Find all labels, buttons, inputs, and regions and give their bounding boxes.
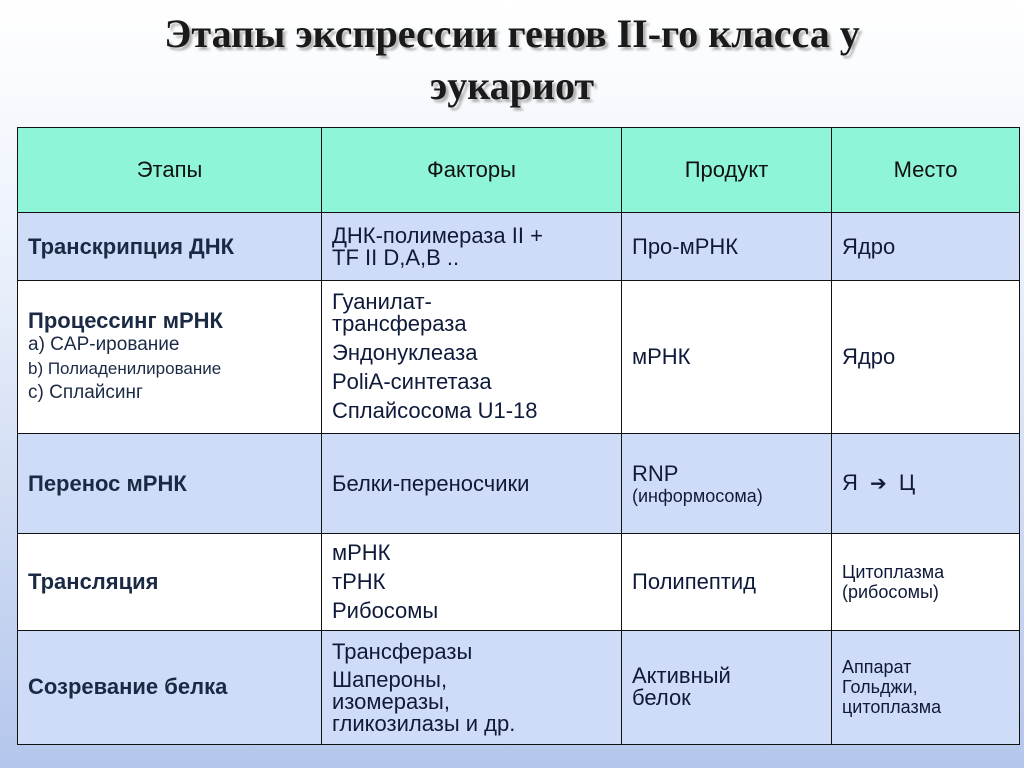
factor-item: гликозилазы и др. bbox=[332, 710, 516, 736]
factors-cell bbox=[322, 534, 622, 630]
place-to: Ц bbox=[898, 470, 916, 495]
stage-cell bbox=[18, 281, 322, 434]
stage-cell bbox=[18, 433, 322, 533]
factor-item: TF II D,A,B .. bbox=[332, 244, 460, 270]
factors-cell bbox=[322, 281, 622, 434]
place-cell bbox=[832, 534, 1020, 630]
slide-title-line-1: Этапы экспрессии генов II-го класса у bbox=[164, 11, 860, 56]
product-cell bbox=[622, 534, 832, 630]
header-place: Место bbox=[832, 128, 1020, 213]
factor-item: PoliA-синтетаза bbox=[332, 369, 492, 395]
factor-item: Эндонуклеаза bbox=[332, 340, 478, 366]
factor-item: Рибосомы bbox=[332, 597, 439, 623]
factor-item: ДНК-полимераза II + bbox=[332, 222, 543, 248]
factor-item: мРНК bbox=[332, 539, 391, 565]
table-header-row bbox=[18, 128, 1020, 213]
gene-expression-table bbox=[17, 127, 1020, 745]
factor-item: Трансферазы bbox=[332, 638, 473, 664]
stage-name: Перенос мРНК bbox=[28, 470, 187, 496]
place-text: Цитоплазма bbox=[842, 561, 945, 582]
place-text: Ядро bbox=[842, 233, 896, 259]
product-cell bbox=[622, 281, 832, 434]
factor-item: изомеразы, bbox=[332, 688, 450, 714]
place-text: (рибосомы) bbox=[842, 581, 939, 602]
table-row-transport bbox=[18, 433, 1020, 533]
substep-item: b) Полиаденилирование bbox=[28, 359, 222, 379]
factor-item: Сплайсосома U1-18 bbox=[332, 398, 538, 424]
table-row-translation bbox=[18, 534, 1020, 630]
product-cell bbox=[622, 433, 832, 533]
substep-item: a) CAP-ирование bbox=[28, 334, 180, 356]
stage-name: Созревание белка bbox=[28, 674, 228, 700]
table-row-maturation bbox=[18, 630, 1020, 744]
factors-cell bbox=[322, 630, 622, 744]
slide-title-line-2: эукариот bbox=[429, 63, 595, 108]
place-text: Ядро bbox=[842, 344, 896, 370]
stage-name: Трансляция bbox=[28, 568, 159, 594]
factor-item: трансфераза bbox=[332, 311, 467, 337]
stage-cell bbox=[18, 213, 322, 281]
product-text: Активный bbox=[632, 663, 731, 689]
factor-item: Гуанилат- bbox=[332, 289, 432, 315]
product-cell bbox=[622, 630, 832, 744]
factor-item: Шапероны, bbox=[332, 666, 448, 692]
product-text: белок bbox=[632, 685, 691, 711]
product-cell bbox=[622, 213, 832, 281]
stage-name: Процессинг мРНК bbox=[28, 308, 223, 334]
substep-item: c) Сплайсинг bbox=[28, 382, 143, 404]
place-from: Я bbox=[842, 470, 858, 495]
factors-cell bbox=[322, 213, 622, 281]
header-product: Продукт bbox=[622, 128, 832, 213]
place-text: цитоплазма bbox=[842, 697, 942, 718]
product-note: (информосома) bbox=[632, 485, 763, 506]
place-cell bbox=[832, 213, 1020, 281]
factor-item: Белки-переносчики bbox=[332, 470, 530, 496]
product-text: Полипептид bbox=[632, 568, 756, 594]
factor-item: тРНК bbox=[332, 568, 386, 594]
place-cell bbox=[832, 630, 1020, 744]
place-text: Аппарат bbox=[842, 657, 912, 678]
table-row-processing bbox=[18, 281, 1020, 434]
place-cell bbox=[832, 433, 1020, 533]
factors-cell bbox=[322, 433, 622, 533]
place-text: Гольджи, bbox=[842, 677, 918, 698]
header-factors: Факторы bbox=[322, 128, 622, 213]
header-stages: Этапы bbox=[18, 128, 322, 213]
stage-cell bbox=[18, 630, 322, 744]
stage-cell bbox=[18, 534, 322, 630]
product-text: RNP bbox=[632, 460, 679, 486]
arrow-right-icon: ➔ bbox=[870, 473, 887, 495]
place-cell bbox=[832, 281, 1020, 434]
product-text: Про-мРНК bbox=[632, 233, 739, 259]
product-text: мРНК bbox=[632, 344, 691, 370]
slide-title bbox=[0, 8, 1024, 112]
stage-name: Транскрипция ДНК bbox=[28, 233, 235, 259]
table-row-transcription bbox=[18, 213, 1020, 281]
